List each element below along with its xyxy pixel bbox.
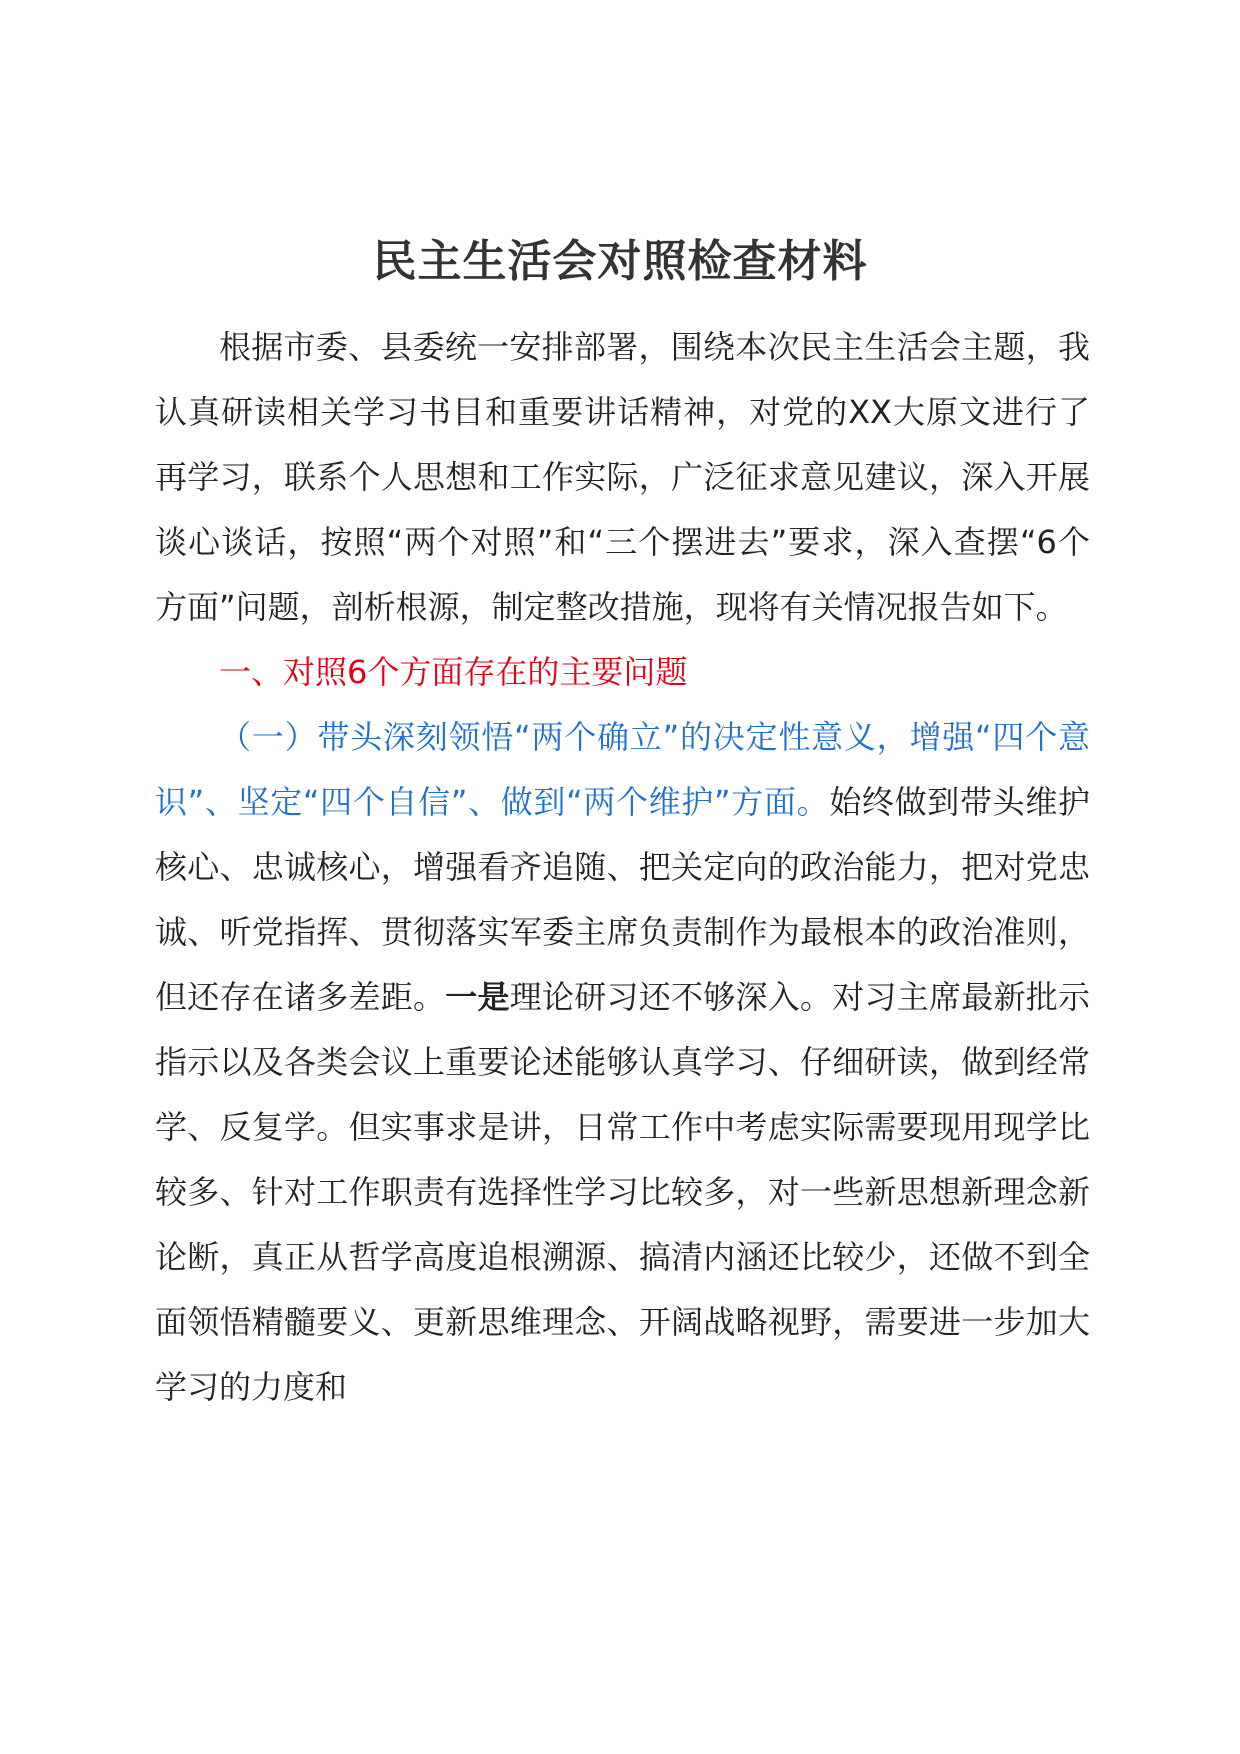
section-heading: 一、对照6个方面存在的主要问题 [219, 653, 688, 691]
document-body [155, 315, 1090, 1420]
subsection-text-part1: 始终做到带头维护核心、忠诚核心，增强看齐追随、把关定向的政治能力，把对党忠诚、听党指挥、贯彻落实军委主席负责制作为最根本的政治准则，但还存在诸多差距。 [155, 783, 1090, 1016]
subsection-text-part2: 理论研习还不够深入。对习主席最新批示指示以及各类会议上重要论述能够认真学习、仔细研读，做到经常学、反复学。但实事求是讲，日常工作中考虑实际需要现用现学比较多、针对工作职责有选择性学习比较多，对一些新思想新理念新论断，真正从哲学高度追根溯源、搞清内涵还比较少，还做不到全面领悟精髓要义、更新思维理念、开阔战略视野，需要进一步加大学习的力度和 [155, 978, 1090, 1406]
intro-paragraph: 根据市委、县委统一安排部署，围绕本次民主生活会主题，我认真研读相关学习书目和重要讲话精神，对党的XX大原文进行了再学习，联系个人思想和工作实际，广泛征求意见建议，深入开展谈心谈话，按照“两个对照”和“三个摆进去”要求，深入查摆“6个方面”问题，剖析根源，制定整改措施，现将有关情况报告如下。 [155, 328, 1090, 626]
document-title: 民主生活会对照检查材料 [372, 236, 868, 287]
subsection-heading: （一）带头深刻领悟“两个确立”的决定性意义，增强“四个意识”、坚定“四个自信”、做到“两个维护”方面。 [155, 718, 1090, 821]
subsection-paragraph [155, 705, 1090, 1420]
bold-marker: 一是 [445, 978, 510, 1016]
